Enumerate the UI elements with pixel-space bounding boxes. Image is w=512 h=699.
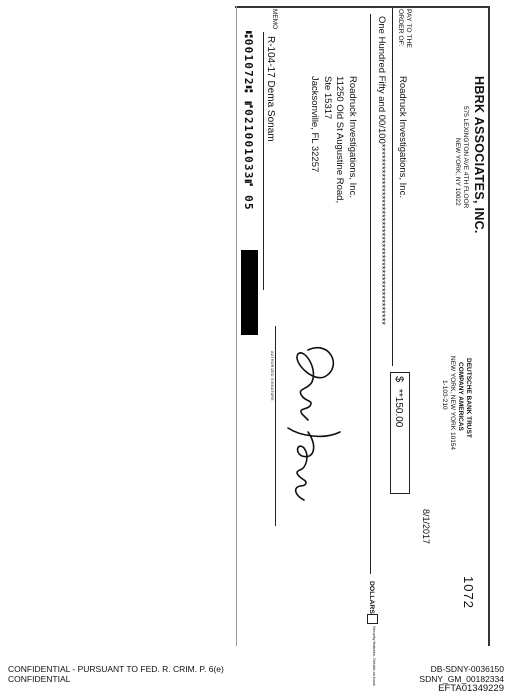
amount-in-words: One Hundred Fifty and 00/100************************************************* <box>376 16 387 325</box>
check-amount: **150.00 <box>393 389 404 428</box>
bates-number-3: EFTA01349229 <box>438 683 504 694</box>
bank-line-2: COMPANY AMERICAS <box>457 362 464 431</box>
memo-label: MEMO <box>271 9 278 30</box>
dollar-sign: $ <box>393 376 405 383</box>
payee-address-line: Jacksonville, FL 32257 <box>309 76 321 173</box>
security-note: Security features. Details on back. <box>372 626 377 687</box>
footer-left <box>8 664 224 684</box>
check-border-bottom <box>236 6 237 646</box>
check-date: 8/1/2017 <box>421 509 431 545</box>
confidential-label: CONFIDENTIAL <box>8 674 71 684</box>
signature-line <box>275 326 276 526</box>
payee-address-line: 11250 Old St Augustine Road, <box>334 76 346 204</box>
payee-name: Roadruck Investigations, Inc. <box>397 76 408 198</box>
company-name: HBRK ASSOCIATES, INC. <box>472 76 486 234</box>
pay-to-label: PAY TO THE ORDER OF: <box>397 9 412 48</box>
bates-number-1: DB-SDNY-0036150 <box>430 664 504 674</box>
redaction-box <box>241 250 258 335</box>
footer-right <box>419 664 504 694</box>
payee-address-line: Ste 15317 <box>322 76 333 120</box>
payee-address-block <box>308 76 358 203</box>
signature-graphic <box>278 336 348 516</box>
check-border-left <box>235 6 490 8</box>
bates-number-2: SDNY_GM_00182334 <box>419 674 504 684</box>
check-border-top <box>489 6 491 646</box>
memo-text: R-104-17 Dema Sonam <box>265 36 276 142</box>
micr-line: ⑆001072⑆ ⑈021001033⑈ 05 <box>242 31 255 211</box>
bank-routing-fraction: 1-103-210 <box>441 380 448 410</box>
payee-address-line: Roadruck Investigations, Inc. <box>347 76 358 198</box>
amount-words-line <box>370 14 371 574</box>
confidential-notice: CONFIDENTIAL - PURSUANT TO FED. R. CRIM. P. 6(e) <box>8 664 224 674</box>
bank-name: DEUTSCHE BANK TRUST <box>465 358 472 438</box>
check-number: 1072 <box>461 576 476 609</box>
company-address-line-2: NEW YORK, NY 10022 <box>454 138 461 206</box>
signature-label: AUTHORIZED SIGNATURE <box>270 351 274 401</box>
memo-line <box>263 32 264 290</box>
payee-line <box>392 8 393 366</box>
padlock-icon <box>367 614 378 624</box>
bank-line-3: NEW YORK, NEW YORK 10154 <box>449 356 456 451</box>
dollars-label: DOLLARS <box>368 581 375 614</box>
company-address-line-1: 575 LEXINGTON AVE 4TH FLOOR <box>462 106 469 209</box>
